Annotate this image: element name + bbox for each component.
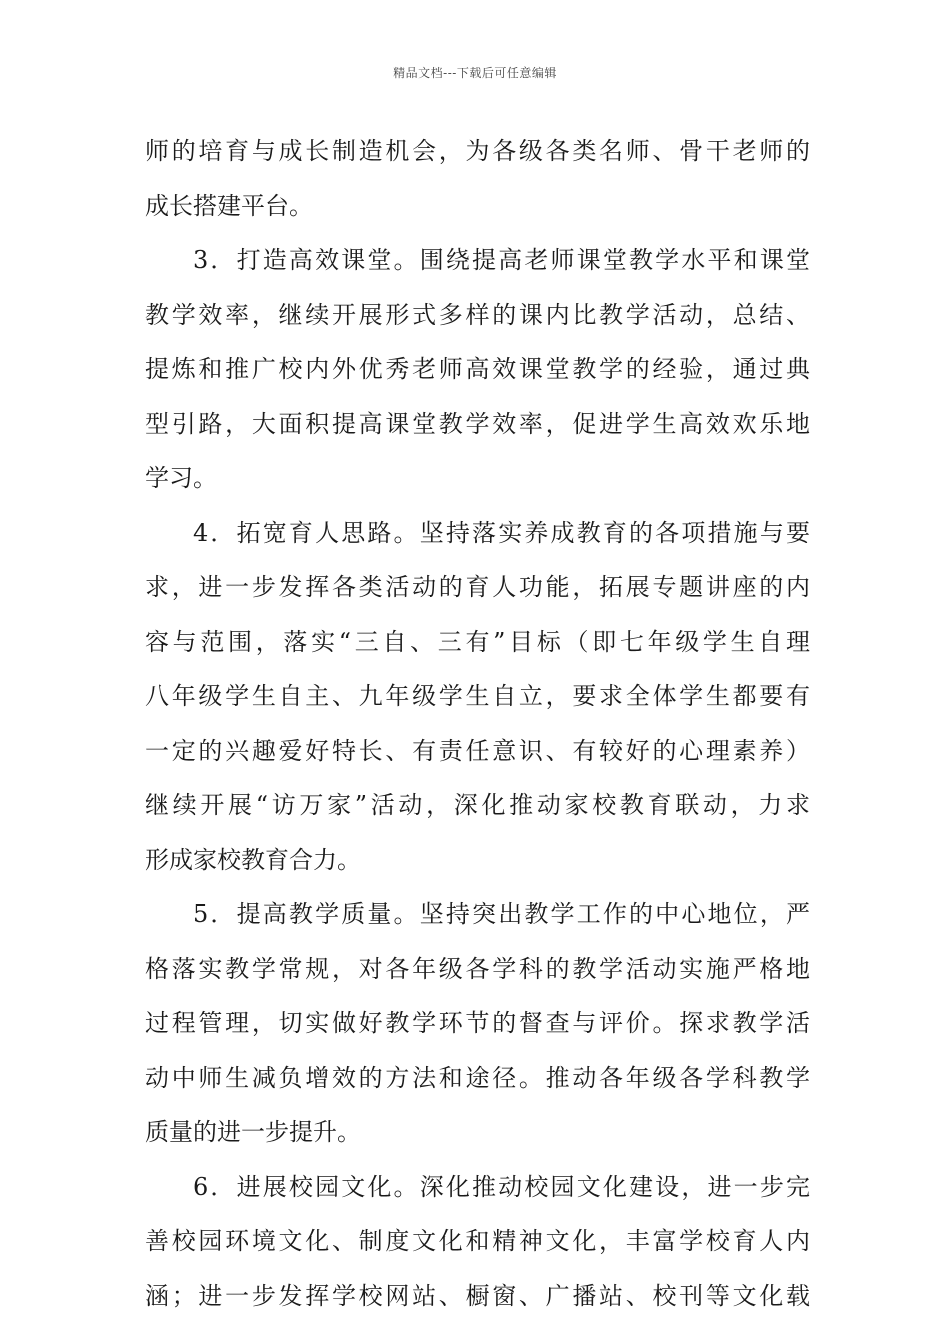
paragraph-item-4 [145,506,810,888]
text-line: 质量的进一步提升。 [145,1118,361,1146]
text-line: 一定的兴趣爱好特长、有责任意识、有较好的心理素养） [145,736,810,765]
document-body [145,124,810,1323]
text-line: 继续开展“访万家”活动，深化推动家校教育联动，力求 [145,791,810,819]
text-line: 容与范围，落实“三自、三有”目标（即七年级学生自理 [145,627,810,656]
page-header: 精品文档---下载后可任意编辑 [393,66,557,80]
text-line: 格落实教学常规，对各年级各学科的教学活动实施严格地 [145,954,810,983]
paragraph-continuation [145,124,810,233]
text-line: 提炼和推广校内外优秀老师高效课堂教学的经验，通过典 [145,355,810,383]
paragraph-item-3 [145,233,810,506]
text-line: 师的培育与成长制造机会，为各级各类名师、骨干老师的 [145,137,810,165]
text-line: 型引路，大面积提高课堂教学效率，促进学生高效欢乐地 [145,409,810,438]
text-line: 4．拓宽育人思路。坚持落实养成教育的各项措施与要 [193,518,810,547]
text-line: 5．提高教学质量。坚持突出教学工作的中心地位，严 [193,900,810,928]
text-line: 动中师生减负增效的方法和途径。推动各年级各学科教学 [145,1063,810,1092]
text-line: 教学效率，继续开展形式多样的课内比教学活动，总结、 [145,300,810,329]
paragraph-item-5 [145,887,810,1160]
text-line: 学习。 [145,464,217,492]
text-line: 成长搭建平台。 [145,191,313,220]
text-line: 求，进一步发挥各类活动的育人功能，拓展专题讲座的内 [145,573,810,601]
text-line: 3．打造高效课堂。围绕提高老师课堂教学水平和课堂 [193,246,810,274]
paragraph-item-6 [145,1160,810,1324]
text-line: 涵；进一步发挥学校网站、橱窗、广播站、校刊等文化载 [145,1281,810,1310]
text-line: 八年级学生自主、九年级学生自立，要求全体学生都要有 [145,682,810,710]
text-line: 形成家校教育合力。 [145,845,361,874]
text-line: 6．进展校园文化。深化推动校园文化建设，进一步完 [193,1172,810,1201]
text-line: 善校园环境文化、制度文化和精神文化，丰富学校育人内 [145,1227,810,1255]
text-line: 过程管理，切实做好教学环节的督查与评价。探求教学活 [145,1009,810,1037]
